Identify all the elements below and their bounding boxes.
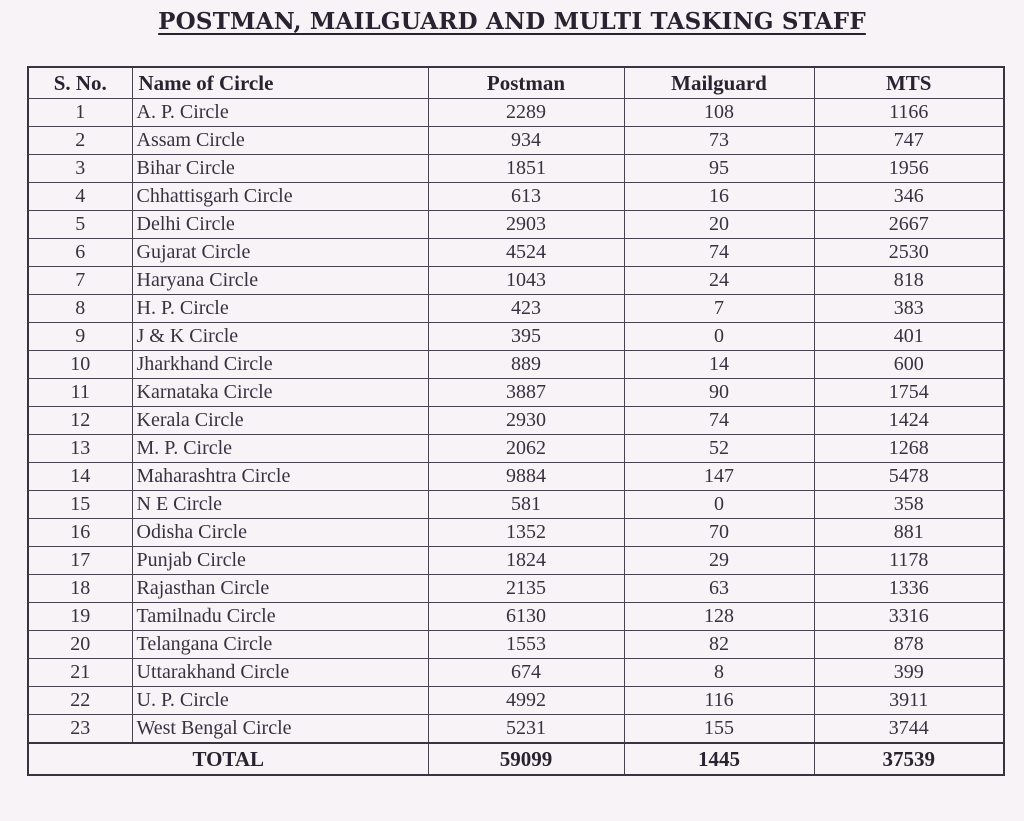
cell-postman: 1553 [428, 631, 624, 659]
table-row [28, 631, 1004, 659]
cell-mts: 399 [814, 659, 1004, 687]
cell-mts: 747 [814, 127, 1004, 155]
cell-circle-name: Uttarakhand Circle [132, 659, 428, 687]
cell-postman: 4992 [428, 687, 624, 715]
cell-mailguard: 95 [624, 155, 814, 183]
table-row [28, 267, 1004, 295]
cell-postman: 1851 [428, 155, 624, 183]
cell-mts: 1166 [814, 99, 1004, 127]
cell-mailguard: 14 [624, 351, 814, 379]
cell-sno: 11 [28, 379, 132, 407]
cell-postman: 2135 [428, 575, 624, 603]
table-row [28, 351, 1004, 379]
page-title [0, 8, 1024, 35]
cell-circle-name: Rajasthan Circle [132, 575, 428, 603]
cell-postman: 1352 [428, 519, 624, 547]
cell-mailguard: 90 [624, 379, 814, 407]
cell-circle-name: Odisha Circle [132, 519, 428, 547]
cell-sno: 13 [28, 435, 132, 463]
table-row [28, 659, 1004, 687]
cell-postman: 1043 [428, 267, 624, 295]
table-row [28, 519, 1004, 547]
cell-mts: 1336 [814, 575, 1004, 603]
table-row [28, 155, 1004, 183]
staff-table [27, 66, 1005, 776]
cell-sno: 17 [28, 547, 132, 575]
cell-postman: 889 [428, 351, 624, 379]
cell-circle-name: Bihar Circle [132, 155, 428, 183]
cell-sno: 3 [28, 155, 132, 183]
header-postman: Postman [428, 67, 624, 99]
cell-mts: 878 [814, 631, 1004, 659]
cell-sno: 9 [28, 323, 132, 351]
cell-postman: 2062 [428, 435, 624, 463]
cell-sno: 5 [28, 211, 132, 239]
cell-circle-name: Punjab Circle [132, 547, 428, 575]
cell-postman: 674 [428, 659, 624, 687]
cell-mts: 1956 [814, 155, 1004, 183]
cell-postman: 9884 [428, 463, 624, 491]
table-row [28, 491, 1004, 519]
cell-circle-name: M. P. Circle [132, 435, 428, 463]
cell-sno: 4 [28, 183, 132, 211]
header-mailguard: Mailguard [624, 67, 814, 99]
table-row [28, 183, 1004, 211]
cell-circle-name: Jharkhand Circle [132, 351, 428, 379]
cell-circle-name: Telangana Circle [132, 631, 428, 659]
cell-postman: 2903 [428, 211, 624, 239]
cell-sno: 18 [28, 575, 132, 603]
cell-circle-name: N E Circle [132, 491, 428, 519]
cell-postman: 395 [428, 323, 624, 351]
cell-circle-name: Gujarat Circle [132, 239, 428, 267]
cell-circle-name: Maharashtra Circle [132, 463, 428, 491]
total-mailguard: 1445 [624, 743, 814, 775]
table-row [28, 407, 1004, 435]
cell-postman: 423 [428, 295, 624, 323]
cell-postman: 4524 [428, 239, 624, 267]
cell-mts: 3316 [814, 603, 1004, 631]
header-row [28, 67, 1004, 99]
cell-circle-name: West Bengal Circle [132, 715, 428, 744]
cell-sno: 23 [28, 715, 132, 744]
cell-mailguard: 73 [624, 127, 814, 155]
cell-sno: 22 [28, 687, 132, 715]
table-row [28, 547, 1004, 575]
cell-circle-name: Kerala Circle [132, 407, 428, 435]
cell-sno: 20 [28, 631, 132, 659]
header-name: Name of Circle [132, 67, 428, 99]
table-row [28, 239, 1004, 267]
cell-mailguard: 24 [624, 267, 814, 295]
table-row [28, 127, 1004, 155]
cell-sno: 14 [28, 463, 132, 491]
cell-mailguard: 29 [624, 547, 814, 575]
table-row [28, 211, 1004, 239]
cell-sno: 10 [28, 351, 132, 379]
cell-mailguard: 20 [624, 211, 814, 239]
cell-circle-name: H. P. Circle [132, 295, 428, 323]
title-text: POSTMAN, MAILGUARD AND MULTI TASKING STAFF [158, 8, 866, 35]
cell-circle-name: Karnataka Circle [132, 379, 428, 407]
cell-mts: 346 [814, 183, 1004, 211]
cell-postman: 1824 [428, 547, 624, 575]
cell-mailguard: 108 [624, 99, 814, 127]
cell-mts: 358 [814, 491, 1004, 519]
cell-sno: 8 [28, 295, 132, 323]
cell-postman: 3887 [428, 379, 624, 407]
total-label: TOTAL [28, 743, 428, 775]
cell-mailguard: 155 [624, 715, 814, 744]
cell-mts: 3911 [814, 687, 1004, 715]
cell-sno: 19 [28, 603, 132, 631]
cell-mts: 2667 [814, 211, 1004, 239]
cell-mailguard: 82 [624, 631, 814, 659]
cell-mailguard: 7 [624, 295, 814, 323]
table-row [28, 463, 1004, 491]
cell-mts: 5478 [814, 463, 1004, 491]
cell-sno: 21 [28, 659, 132, 687]
cell-mailguard: 70 [624, 519, 814, 547]
cell-postman: 613 [428, 183, 624, 211]
cell-mailguard: 8 [624, 659, 814, 687]
table-row [28, 575, 1004, 603]
cell-mts: 2530 [814, 239, 1004, 267]
cell-mailguard: 16 [624, 183, 814, 211]
cell-mailguard: 0 [624, 323, 814, 351]
cell-postman: 5231 [428, 715, 624, 744]
total-row [28, 743, 1004, 775]
cell-sno: 7 [28, 267, 132, 295]
header-sno: S. No. [28, 67, 132, 99]
table-row [28, 99, 1004, 127]
cell-mts: 401 [814, 323, 1004, 351]
cell-circle-name: J & K Circle [132, 323, 428, 351]
table-row [28, 715, 1004, 744]
cell-mailguard: 128 [624, 603, 814, 631]
cell-mailguard: 52 [624, 435, 814, 463]
cell-mts: 600 [814, 351, 1004, 379]
cell-sno: 12 [28, 407, 132, 435]
table-row [28, 323, 1004, 351]
cell-postman: 934 [428, 127, 624, 155]
cell-sno: 16 [28, 519, 132, 547]
table-row [28, 603, 1004, 631]
cell-circle-name: Haryana Circle [132, 267, 428, 295]
cell-mts: 1754 [814, 379, 1004, 407]
cell-postman: 2289 [428, 99, 624, 127]
cell-mts: 1424 [814, 407, 1004, 435]
cell-sno: 1 [28, 99, 132, 127]
cell-circle-name: Delhi Circle [132, 211, 428, 239]
cell-mts: 3744 [814, 715, 1004, 744]
cell-mailguard: 147 [624, 463, 814, 491]
table-row [28, 435, 1004, 463]
cell-circle-name: U. P. Circle [132, 687, 428, 715]
cell-mts: 1268 [814, 435, 1004, 463]
cell-mts: 1178 [814, 547, 1004, 575]
cell-circle-name: Tamilnadu Circle [132, 603, 428, 631]
cell-circle-name: A. P. Circle [132, 99, 428, 127]
total-mts: 37539 [814, 743, 1004, 775]
table-row [28, 295, 1004, 323]
cell-mts: 881 [814, 519, 1004, 547]
cell-mailguard: 63 [624, 575, 814, 603]
cell-mailguard: 0 [624, 491, 814, 519]
table-body [28, 99, 1004, 744]
cell-sno: 2 [28, 127, 132, 155]
cell-postman: 2930 [428, 407, 624, 435]
cell-mailguard: 74 [624, 407, 814, 435]
cell-circle-name: Chhattisgarh Circle [132, 183, 428, 211]
cell-sno: 6 [28, 239, 132, 267]
table-row [28, 687, 1004, 715]
header-mts: MTS [814, 67, 1004, 99]
cell-circle-name: Assam Circle [132, 127, 428, 155]
cell-mts: 818 [814, 267, 1004, 295]
cell-mts: 383 [814, 295, 1004, 323]
cell-sno: 15 [28, 491, 132, 519]
cell-postman: 581 [428, 491, 624, 519]
cell-postman: 6130 [428, 603, 624, 631]
table-row [28, 379, 1004, 407]
total-postman: 59099 [428, 743, 624, 775]
cell-mailguard: 116 [624, 687, 814, 715]
cell-mailguard: 74 [624, 239, 814, 267]
